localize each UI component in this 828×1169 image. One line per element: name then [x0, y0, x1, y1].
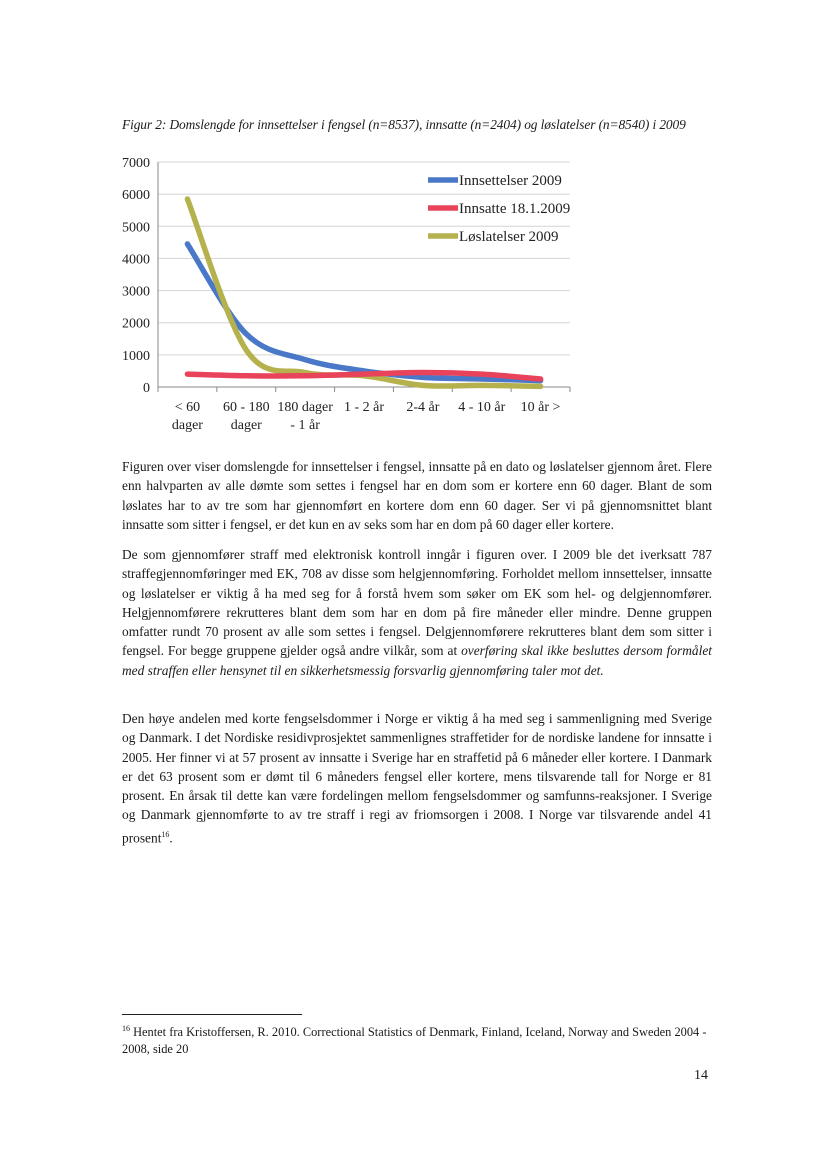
- x-tick-2-1: - 1 år: [290, 418, 320, 433]
- legend-label-0: Innsettelser 2009: [459, 173, 562, 189]
- legend-label-1: Innsatte 18.1.2009: [459, 201, 571, 217]
- series-line-2: [187, 199, 540, 386]
- series-lines: [187, 199, 540, 386]
- paragraph-2: [122, 545, 712, 680]
- y-tick-4000: 4000: [122, 252, 150, 268]
- x-tick-labels: [172, 400, 561, 433]
- footnote-divider: [122, 1014, 302, 1015]
- y-tick-labels: [122, 156, 150, 396]
- footnote-marker: 16: [122, 1024, 130, 1033]
- paragraph-2-text: De som gjennomfører straff med elektronisk kontroll inngår i figuren over. I 2009 ble det iverksatt 787 straffegjennomføringer med EK, 708 av disse som helgjennomføring. Forholdet mellom innsettelser, innsatte og løslatelser er viktig å ha med seg for å forstå hvem som søker om EK som hel- og delgjennomfører. Helgjennomførere rekrutteres blant dem som har en dom på fire måneder eller mindre. Denne gruppen omfatter rundt 70 prosent av alle som settes i fengsel. Delgjennomførere rekrutteres blant dem som sitter i fengsel. For begge gruppene gjelder også andre vilkår, som at: [122, 547, 712, 659]
- series-line-0: [187, 244, 540, 381]
- x-tick-4-0: 2-4 år: [406, 400, 440, 415]
- page-number: 14: [694, 1068, 708, 1083]
- paragraph-3-end: .: [169, 830, 173, 846]
- y-tick-0: 0: [143, 381, 150, 396]
- chart-legend: [428, 173, 570, 245]
- x-tick-2-0: 180 dager: [277, 400, 333, 415]
- paragraph-2-italic: overføring skal ikke besluttes dersom formålet med straffen eller hensynet til en sikkerhetsmessig forsvarlig gjennomføring taler mot det.: [122, 643, 712, 678]
- y-tick-5000: 5000: [122, 220, 150, 236]
- chart-grid: [158, 162, 570, 355]
- y-tick-3000: 3000: [122, 284, 150, 300]
- figure-caption: Figur 2: Domslengde for innsettelser i fengsel (n=8537), innsatte (n=2404) og løslatelser (n=8540) i 2009: [122, 117, 686, 132]
- x-tick-0-1: dager: [171, 418, 203, 433]
- chart-axes: [158, 162, 570, 392]
- y-tick-7000: 7000: [122, 156, 150, 171]
- x-tick-1-0: 60 - 180: [222, 400, 270, 415]
- x-tick-0-0: < 60: [174, 400, 201, 415]
- x-tick-3-0: 1 - 2 år: [343, 400, 385, 415]
- x-tick-1-1: dager: [230, 418, 262, 433]
- line-chart: [118, 150, 588, 435]
- footnote-reference: 16: [161, 829, 170, 839]
- legend-label-2: Løslatelser 2009: [459, 229, 559, 245]
- footnote: [122, 1020, 712, 1058]
- y-tick-2000: 2000: [122, 316, 150, 332]
- paragraph-3: [122, 709, 712, 848]
- x-tick-5-0: 4 - 10 år: [458, 400, 506, 415]
- paragraph-3-text: Den høye andelen med korte fengselsdommer i Norge er viktig å ha med seg i sammenligning med Sverige og Danmark. I det Nordiske residivprosjektet sammenlignes straffetider for de nordiske landene for innsatte i 2005. Her finner vi at 57 prosent av innsatte i Sverige har en straffetid på 6 måneder eller kortere. I Danmark er det 63 prosent som er dømt til 6 måneders fengsel eller kortere, mens tilsvarende tall for Norge er 81 prosent. En årsak til dette kan være fordelingen mellom fengselsdommer og samfunns-reaksjoner. I Sverige og Danmark gjennomførte to av tre straff i regi av friomsorgen i 2008. I Norge var tilsvarende andel 41 prosent: [122, 711, 712, 846]
- paragraph-1: Figuren over viser domslengde for innsettelser i fengsel, innsatte på en dato og løslatelser gjennom året. Flere enn halvparten av alle dømte som settes i fengsel har en dom som er kortere enn 60 dager. Blant de som løslates har to av tre som har gjennomført en kortere dom enn 60 dager. Ser vi på gjennomsnittet blant innsatte som sitter i fengsel, er det kun en av seks som har en dom på 60 dager eller kortere.: [122, 459, 712, 532]
- x-tick-6-0: 10 år >: [520, 400, 561, 415]
- y-tick-1000: 1000: [122, 348, 150, 364]
- y-tick-6000: 6000: [122, 188, 150, 204]
- footnote-text: Hentet fra Kristoffersen, R. 2010. Correctional Statistics of Denmark, Finland, Iceland, Norway and Sweden 2004 - 2008, side 20: [122, 1025, 707, 1057]
